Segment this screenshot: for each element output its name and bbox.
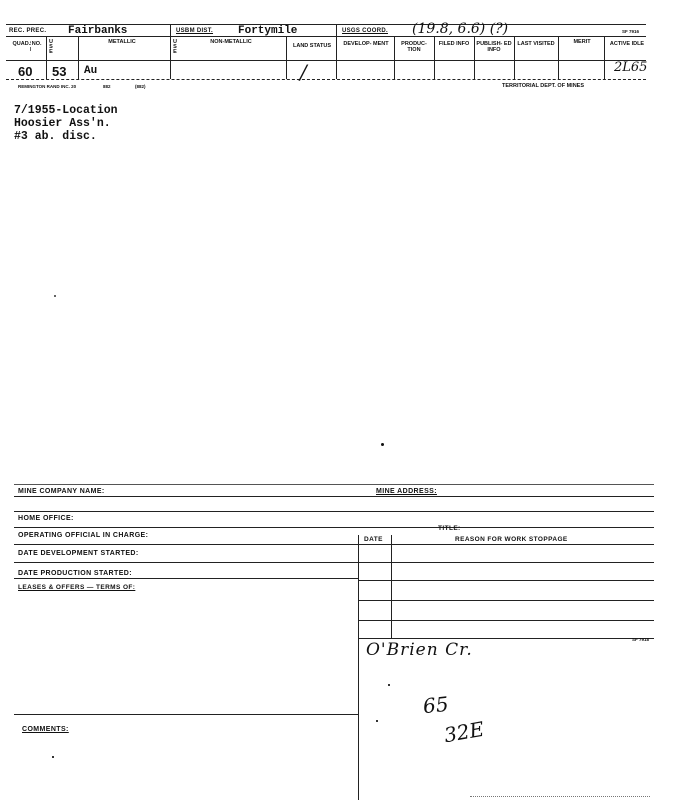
divider <box>474 36 475 79</box>
col-metallic: METALLIC <box>108 39 136 45</box>
rule <box>6 60 646 61</box>
printer-number: 882 <box>103 84 111 89</box>
form-number-bottom: SF 7918 <box>632 637 650 642</box>
speck <box>388 684 390 686</box>
usbm-dist-value: Fortymile <box>238 25 298 37</box>
rule <box>358 620 654 621</box>
divider <box>514 36 515 79</box>
printer-imprint: REMINGTON RAND INC. 20 <box>18 84 77 89</box>
scan-noise <box>470 796 650 797</box>
divider <box>558 36 559 79</box>
rule <box>14 714 358 715</box>
date-column-header: DATE <box>364 536 383 543</box>
usgs-coord-value: (19.8, 6.6) (?) <box>412 21 509 37</box>
divider <box>170 24 171 36</box>
territorial-dept: TERRITORIAL DEPT. OF MINES <box>502 83 584 89</box>
col-use-2: U S E <box>173 39 177 55</box>
title-label: TITLE: <box>438 525 461 532</box>
col-use-1: U S E <box>49 39 53 55</box>
form-number: SF 7916 <box>622 29 640 34</box>
divider <box>286 36 287 79</box>
divider <box>391 535 392 638</box>
date-development-label: DATE DEVELOPMENT STARTED: <box>18 550 139 557</box>
serial-value: 53 <box>52 64 67 79</box>
divider <box>78 36 79 79</box>
rec-prec-value: Fairbanks <box>68 25 128 37</box>
rule <box>14 484 654 485</box>
note-line-1: 7/1955-Location <box>14 104 118 117</box>
rule <box>6 79 646 80</box>
col-development: DEVELOP- MENT <box>343 41 389 47</box>
divider <box>358 535 359 800</box>
col-merit: MERIT <box>573 39 591 45</box>
rule <box>358 562 654 563</box>
rule <box>358 638 654 639</box>
speck <box>376 720 378 722</box>
rec-prec-label: REC. PREC. <box>9 28 47 34</box>
typed-notes <box>14 104 118 143</box>
leases-label: LEASES & OFFERS — TERMS OF: <box>18 584 136 591</box>
speck <box>52 756 54 758</box>
active-idle-value: 2L65 <box>614 60 648 75</box>
note-line-3: #3 ab. disc. <box>14 130 97 143</box>
col-serial <box>30 41 31 53</box>
speck <box>54 295 56 297</box>
col-published-info: PUBLISH- ED INFO <box>476 41 512 53</box>
col-production: PRODUC- TION <box>401 41 427 53</box>
note-line-2: Hoosier Ass'n. <box>14 117 111 130</box>
rule <box>14 562 358 563</box>
reason-column-header: REASON FOR WORK STOPPAGE <box>455 536 568 543</box>
col-quad: QUAD. NO. <box>12 41 42 47</box>
date-production-label: DATE PRODUCTION STARTED: <box>18 570 132 577</box>
rule <box>14 496 654 497</box>
rule <box>14 511 654 512</box>
speck <box>381 443 384 446</box>
handwritten-number-1: 65 <box>421 691 450 719</box>
rule <box>358 580 654 581</box>
col-filed-info: FILED INFO <box>438 41 470 47</box>
usbm-dist-label: USBM DIST. <box>176 28 214 34</box>
col-last-visited: LAST VISITED <box>517 41 555 47</box>
rule <box>358 544 654 545</box>
handwritten-number-2: 32E <box>442 716 486 748</box>
mine-company-label: MINE COMPANY NAME: <box>18 488 105 495</box>
handwritten-creek: O'Brien Cr. <box>366 640 473 660</box>
mine-address-label: MINE ADDRESS: <box>376 488 437 495</box>
rule <box>358 600 654 601</box>
rule <box>14 527 654 528</box>
quad-value: 60 <box>18 64 33 79</box>
col-land-status: LAND STATUS <box>293 43 331 49</box>
land-status-value: / <box>300 60 307 84</box>
operating-official-label: OPERATING OFFICIAL IN CHARGE: <box>18 532 149 539</box>
col-nonmetallic: NON-METALLIC <box>210 39 252 45</box>
divider <box>336 24 337 36</box>
rule <box>14 578 358 579</box>
divider <box>434 36 435 79</box>
divider <box>394 36 395 79</box>
comments-label: COMMENTS: <box>22 726 69 733</box>
rule <box>14 544 358 545</box>
printer-code: (882) <box>135 84 146 89</box>
divider <box>604 36 605 79</box>
metallic-value: Au <box>84 65 98 77</box>
home-office-label: HOME OFFICE: <box>18 515 74 522</box>
usgs-coord-label: USGS COORD. <box>342 28 388 34</box>
divider <box>336 36 337 79</box>
col-active-idle: ACTIVE IDLE <box>609 41 645 47</box>
